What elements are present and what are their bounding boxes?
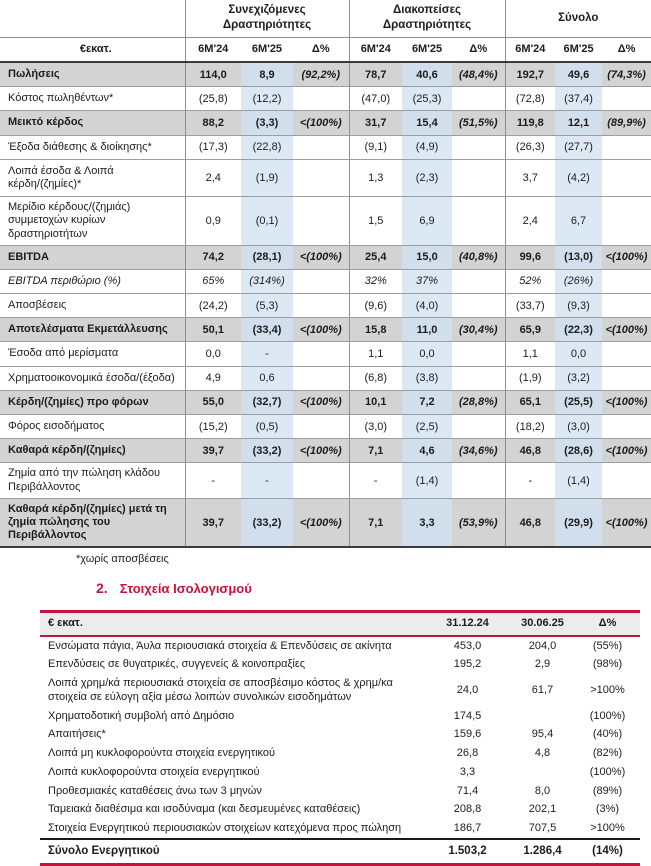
pct-cell (452, 269, 505, 293)
row-label: Στοιχεία Ενεργητικού περιουσιακών στοιχείων κατεχόμενα προς πώληση (48, 822, 402, 835)
value-cell: (1,9) (505, 366, 555, 390)
pct-cell (293, 366, 349, 390)
col-header: 30.06.25 (510, 612, 575, 636)
table-row (0, 269, 651, 293)
value-cell: (3,2) (555, 366, 602, 390)
value-cell: (3,0) (555, 415, 602, 439)
value-cell: (314%) (241, 269, 293, 293)
table-row (40, 675, 640, 708)
total-pct-cell: (14%) (575, 839, 640, 864)
value-cell: (47,0) (349, 87, 402, 111)
value-cell: 195,2 (453, 658, 482, 671)
value-cell: (17,3) (185, 135, 241, 159)
table-row (40, 820, 640, 840)
pct-cell: (30,4%) (452, 318, 505, 342)
pct-cell (293, 87, 349, 111)
pct-cell: (82%) (592, 747, 623, 760)
value-cell: 71,4 (456, 784, 479, 797)
pct-cell: <(100%) (602, 318, 651, 342)
row-label: Ζημία από την πώληση κλάδου Περιβάλλοντος (0, 463, 185, 498)
value-cell: (25,8) (185, 87, 241, 111)
value-cell: 159,6 (453, 728, 482, 741)
col-header: 6M'25 (241, 37, 293, 62)
value-cell: (5,3) (241, 294, 293, 318)
table-row (0, 342, 651, 366)
pct-cell: <(100%) (293, 390, 349, 414)
value-cell: (25,3) (402, 87, 452, 111)
value-cell: 0,9 (185, 197, 241, 246)
pct-cell (452, 294, 505, 318)
value-cell: 3,7 (505, 159, 555, 196)
row-label: Ενσώματα πάγια, Άυλα περιουσιακά στοιχεία & Επενδύσεις σε ακίνητα (48, 639, 392, 652)
value-cell: (33,7) (505, 294, 555, 318)
col-header: Δ% (602, 37, 651, 62)
value-cell: (33,2) (241, 439, 293, 463)
value-cell: (22,8) (241, 135, 293, 159)
row-label: Μερίδιο κέρδους/(ζημιάς) συμμετοχών κυρίων δραστηριοτήτων (0, 197, 185, 246)
value-cell: 8,9 (241, 62, 293, 87)
pct-cell: (100%) (589, 765, 626, 778)
pct-cell (602, 159, 651, 196)
value-cell: (9,1) (349, 135, 402, 159)
row-label: Έσοδα από μερίσματα (0, 342, 185, 366)
pct-cell (602, 197, 651, 246)
pct-cell: (34,6%) (452, 439, 505, 463)
value-cell: (3,8) (402, 366, 452, 390)
value-cell: 1,5 (349, 197, 402, 246)
value-cell: 7,1 (349, 439, 402, 463)
corner-cell (0, 0, 185, 37)
pct-cell: (92,2%) (293, 62, 349, 87)
pct-cell: (89%) (592, 784, 623, 797)
pct-cell (602, 415, 651, 439)
value-cell: 88,2 (185, 111, 241, 135)
section-title: Στοιχεία Ισολογισμού (119, 581, 252, 597)
pct-cell (602, 135, 651, 159)
table-row (0, 135, 651, 159)
pct-cell: (89,9%) (602, 111, 651, 135)
table-row (0, 463, 651, 498)
row-label: Προθεσμιακές καταθέσεις άνω των 3 μηνών (48, 784, 262, 797)
value-cell: 95,4 (531, 728, 554, 741)
pct-cell (452, 463, 505, 498)
row-label: Αποσβέσεις (0, 294, 185, 318)
value-cell: (2,5) (402, 415, 452, 439)
value-cell: 10,1 (349, 390, 402, 414)
pct-cell: (3%) (595, 803, 620, 816)
row-label: Λοιπά χρημ/κά περιουσιακά στοιχεία σε αποσβέσιμο κόστος & χρημ/κα στοιχεία σε εύλογη αξία μέσω λοιπών συνολικών εισοδημάτων (48, 677, 393, 703)
pct-cell (452, 87, 505, 111)
col-header: 6M'24 (185, 37, 241, 62)
value-cell: (9,6) (349, 294, 402, 318)
value-cell: 204,0 (528, 639, 557, 652)
value-cell: (32,7) (241, 390, 293, 414)
value-cell: (4,2) (555, 159, 602, 196)
table-row (0, 318, 651, 342)
pct-cell: (40%) (592, 728, 623, 741)
pct-cell: (28,8%) (452, 390, 505, 414)
value-cell: 1,3 (349, 159, 402, 196)
value-cell: (2,3) (402, 159, 452, 196)
value-cell: 32% (349, 269, 402, 293)
value-cell: - (505, 463, 555, 498)
value-cell: (1,4) (555, 463, 602, 498)
pct-cell (452, 135, 505, 159)
pct-cell (293, 342, 349, 366)
pct-cell (293, 463, 349, 498)
value-cell: (24,2) (185, 294, 241, 318)
pct-cell: >100% (590, 822, 625, 835)
value-cell: (12,2) (241, 87, 293, 111)
value-cell: (15,2) (185, 415, 241, 439)
pct-cell (293, 159, 349, 196)
pct-cell (602, 294, 651, 318)
col-header: 6M'25 (402, 37, 452, 62)
value-cell: (28,6) (555, 439, 602, 463)
value-cell: (72,8) (505, 87, 555, 111)
col-header: Δ% (575, 612, 640, 636)
table-row (40, 636, 640, 656)
value-cell: 0,6 (241, 366, 293, 390)
pct-cell: (98%) (592, 658, 623, 671)
value-cell: (3,3) (241, 111, 293, 135)
value-cell: 8,0 (534, 784, 551, 797)
value-cell: 39,7 (185, 439, 241, 463)
row-label: Χρηματοδοτική συμβολή από Δημόσιο (48, 709, 235, 722)
value-cell: 61,7 (531, 683, 554, 696)
value-cell: 202,1 (528, 803, 557, 816)
value-cell: (26%) (555, 269, 602, 293)
pct-cell (602, 366, 651, 390)
value-cell: 39,7 (185, 498, 241, 547)
pct-cell: <(100%) (293, 245, 349, 269)
table-row (0, 159, 651, 196)
value-cell: 12,1 (555, 111, 602, 135)
unit-label: € εκατ. (40, 612, 425, 636)
pct-cell (293, 135, 349, 159)
total-label: Σύνολο Ενεργητικού (40, 839, 425, 864)
pct-cell (452, 342, 505, 366)
value-cell: 78,7 (349, 62, 402, 87)
row-label: Λοιπά κυκλοφορούντα στοιχεία ενεργητικού (48, 765, 260, 778)
row-label: Έξοδα διάθεσης & διοίκησης* (0, 135, 185, 159)
value-cell: 15,4 (402, 111, 452, 135)
pct-cell: (53,9%) (452, 498, 505, 547)
pct-cell (602, 87, 651, 111)
balance-sheet-table (40, 610, 640, 865)
group-header-continuing: Συνεχιζόμενες Δραστηριότητες (185, 0, 349, 37)
value-cell: 1,1 (505, 342, 555, 366)
value-cell: (18,2) (505, 415, 555, 439)
value-cell: (4,0) (402, 294, 452, 318)
pct-cell (293, 269, 349, 293)
section-number: 2. (96, 580, 108, 597)
table-row (0, 366, 651, 390)
row-label: Μεικτό κέρδος (0, 111, 185, 135)
table-row (40, 726, 640, 745)
value-cell: (28,1) (241, 245, 293, 269)
row-label: Λοιπά έσοδα & Λοιπά κέρδη/(ζημίες)* (0, 159, 185, 196)
value-cell: - (241, 342, 293, 366)
row-label: EBITDA (0, 245, 185, 269)
table-row (40, 745, 640, 764)
table-row (0, 498, 651, 547)
value-cell: 26,8 (456, 747, 479, 760)
pct-cell: <(100%) (602, 439, 651, 463)
pct-cell: (100%) (589, 709, 626, 722)
group-header-total: Σύνολο (505, 0, 651, 37)
value-cell: 707,5 (528, 822, 557, 835)
table-row (0, 294, 651, 318)
value-cell: 114,0 (185, 62, 241, 87)
value-cell: 40,6 (402, 62, 452, 87)
value-cell: 192,7 (505, 62, 555, 87)
total-value-cell: 1.503,2 (425, 839, 510, 864)
pct-cell (293, 415, 349, 439)
value-cell: (22,3) (555, 318, 602, 342)
total-value-cell: 1.286,4 (510, 839, 575, 864)
pct-cell: (40,8%) (452, 245, 505, 269)
value-cell: 4,8 (534, 747, 551, 760)
value-cell: 65% (185, 269, 241, 293)
value-cell (510, 763, 575, 782)
value-cell: 25,4 (349, 245, 402, 269)
pct-cell: <(100%) (602, 498, 651, 547)
value-cell: (0,5) (241, 415, 293, 439)
value-cell: (1,4) (402, 463, 452, 498)
table-row (0, 62, 651, 87)
value-cell: (0,1) (241, 197, 293, 246)
value-cell: (29,9) (555, 498, 602, 547)
value-cell: (6,8) (349, 366, 402, 390)
value-cell: 46,8 (505, 439, 555, 463)
pct-cell (602, 269, 651, 293)
row-label: Καθαρά κέρδη/(ζημίες) μετά τη ζημία πώλησης του Περιβάλλοντος (0, 498, 185, 547)
value-cell: 74,2 (185, 245, 241, 269)
value-cell: 186,7 (453, 822, 482, 835)
value-cell: 3,3 (402, 498, 452, 547)
value-cell: 6,9 (402, 197, 452, 246)
pct-cell: <(100%) (602, 390, 651, 414)
pct-cell: <(100%) (602, 245, 651, 269)
value-cell: 208,8 (453, 803, 482, 816)
value-cell: 15,0 (402, 245, 452, 269)
row-label: Χρηματοοικονομικά έσοδα/(έξοδα) (0, 366, 185, 390)
value-cell: (27,7) (555, 135, 602, 159)
value-cell: 7,2 (402, 390, 452, 414)
header-row (40, 612, 640, 636)
value-cell: 65,1 (505, 390, 555, 414)
pct-cell: (55%) (592, 639, 623, 652)
value-cell: - (241, 463, 293, 498)
value-cell: 2,4 (185, 159, 241, 196)
footnote: *χωρίς αποσβέσεις (76, 553, 169, 566)
col-header: 6M'25 (555, 37, 602, 62)
value-cell: 50,1 (185, 318, 241, 342)
value-cell: 46,8 (505, 498, 555, 547)
pct-cell: <(100%) (293, 498, 349, 547)
row-label: Πωλήσεις (0, 62, 185, 87)
pct-cell: <(100%) (293, 111, 349, 135)
value-cell: - (349, 463, 402, 498)
group-header-row (0, 0, 651, 37)
value-cell: 55,0 (185, 390, 241, 414)
value-cell: 65,9 (505, 318, 555, 342)
value-cell: (37,4) (555, 87, 602, 111)
value-cell (510, 707, 575, 726)
value-cell: 7,1 (349, 498, 402, 547)
table-row (0, 197, 651, 246)
pct-cell (452, 415, 505, 439)
value-cell: (9,3) (555, 294, 602, 318)
value-cell: (13,0) (555, 245, 602, 269)
value-cell: 453,0 (453, 639, 482, 652)
value-cell: (1,9) (241, 159, 293, 196)
col-header: 6M'24 (505, 37, 555, 62)
pct-cell: (74,3%) (602, 62, 651, 87)
pct-cell (452, 159, 505, 196)
row-label: Επενδύσεις σε θυγατρικές, συγγενείς & κοινοπραξίες (48, 658, 306, 671)
pct-cell: >100% (590, 683, 625, 696)
pct-cell: <(100%) (293, 439, 349, 463)
value-cell: 1,1 (349, 342, 402, 366)
table-row (0, 87, 651, 111)
row-label: Απαιτήσεις* (48, 728, 106, 741)
pct-cell (452, 366, 505, 390)
table-row (0, 439, 651, 463)
value-cell: 6,7 (555, 197, 602, 246)
value-cell: 37% (402, 269, 452, 293)
pct-cell (602, 342, 651, 366)
row-label: EBITDA περιθώριο (%) (0, 269, 185, 293)
value-cell: 31,7 (349, 111, 402, 135)
table-row (40, 801, 640, 820)
value-cell: 2,4 (505, 197, 555, 246)
col-header: Δ% (452, 37, 505, 62)
pct-cell (602, 463, 651, 498)
row-label: Φόρος εισοδήματος (0, 415, 185, 439)
row-label: Κόστος πωληθέντων* (0, 87, 185, 111)
value-cell: (4,9) (402, 135, 452, 159)
value-cell: (3,0) (349, 415, 402, 439)
value-cell: 119,8 (505, 111, 555, 135)
pct-cell (293, 294, 349, 318)
section-heading (96, 580, 651, 598)
value-cell: 49,6 (555, 62, 602, 87)
value-cell: 99,6 (505, 245, 555, 269)
value-cell: (33,2) (241, 498, 293, 547)
unit-label: €εκατ. (0, 37, 185, 62)
group-header-discontinued: Διακοπείσες Δραστηριότητες (349, 0, 505, 37)
column-header-row (0, 37, 651, 62)
col-header: 6M'24 (349, 37, 402, 62)
pct-cell (452, 197, 505, 246)
value-cell: 24,0 (456, 683, 479, 696)
table-row (0, 390, 651, 414)
row-label: Αποτελέσματα Εκμετάλλευσης (0, 318, 185, 342)
table-row (0, 415, 651, 439)
row-label: Καθαρά κέρδη/(ζημίες) (0, 439, 185, 463)
table-row (0, 245, 651, 269)
pct-cell (293, 197, 349, 246)
value-cell: 3,3 (459, 765, 476, 778)
value-cell: (33,4) (241, 318, 293, 342)
value-cell: 15,8 (349, 318, 402, 342)
value-cell: 0,0 (555, 342, 602, 366)
value-cell: 2,9 (534, 658, 551, 671)
pct-cell: <(100%) (293, 318, 349, 342)
table-row (40, 782, 640, 801)
pct-cell: (48,4%) (452, 62, 505, 87)
value-cell: 52% (505, 269, 555, 293)
row-label: Ταμειακά διαθέσιμα και ισοδύναμα (και δεσμευμένες καταθέσεις) (48, 803, 361, 816)
col-header: 31.12.24 (425, 612, 510, 636)
row-label: Λοιπά μη κυκλοφορούντα στοιχεία ενεργητικού (48, 747, 276, 760)
value-cell: (25,5) (555, 390, 602, 414)
table-row (40, 763, 640, 782)
row-label: Κέρδη/(ζημίες) προ φόρων (0, 390, 185, 414)
value-cell: 11,0 (402, 318, 452, 342)
value-cell: 0,0 (185, 342, 241, 366)
table-row (40, 707, 640, 726)
total-row (40, 839, 640, 864)
value-cell: 4,6 (402, 439, 452, 463)
value-cell: - (185, 463, 241, 498)
value-cell: 0,0 (402, 342, 452, 366)
col-header: Δ% (293, 37, 349, 62)
value-cell: 174,5 (453, 709, 482, 722)
pct-cell: (51,5%) (452, 111, 505, 135)
value-cell: 4,9 (185, 366, 241, 390)
value-cell: (26,3) (505, 135, 555, 159)
table-row (0, 111, 651, 135)
table-row (40, 656, 640, 675)
